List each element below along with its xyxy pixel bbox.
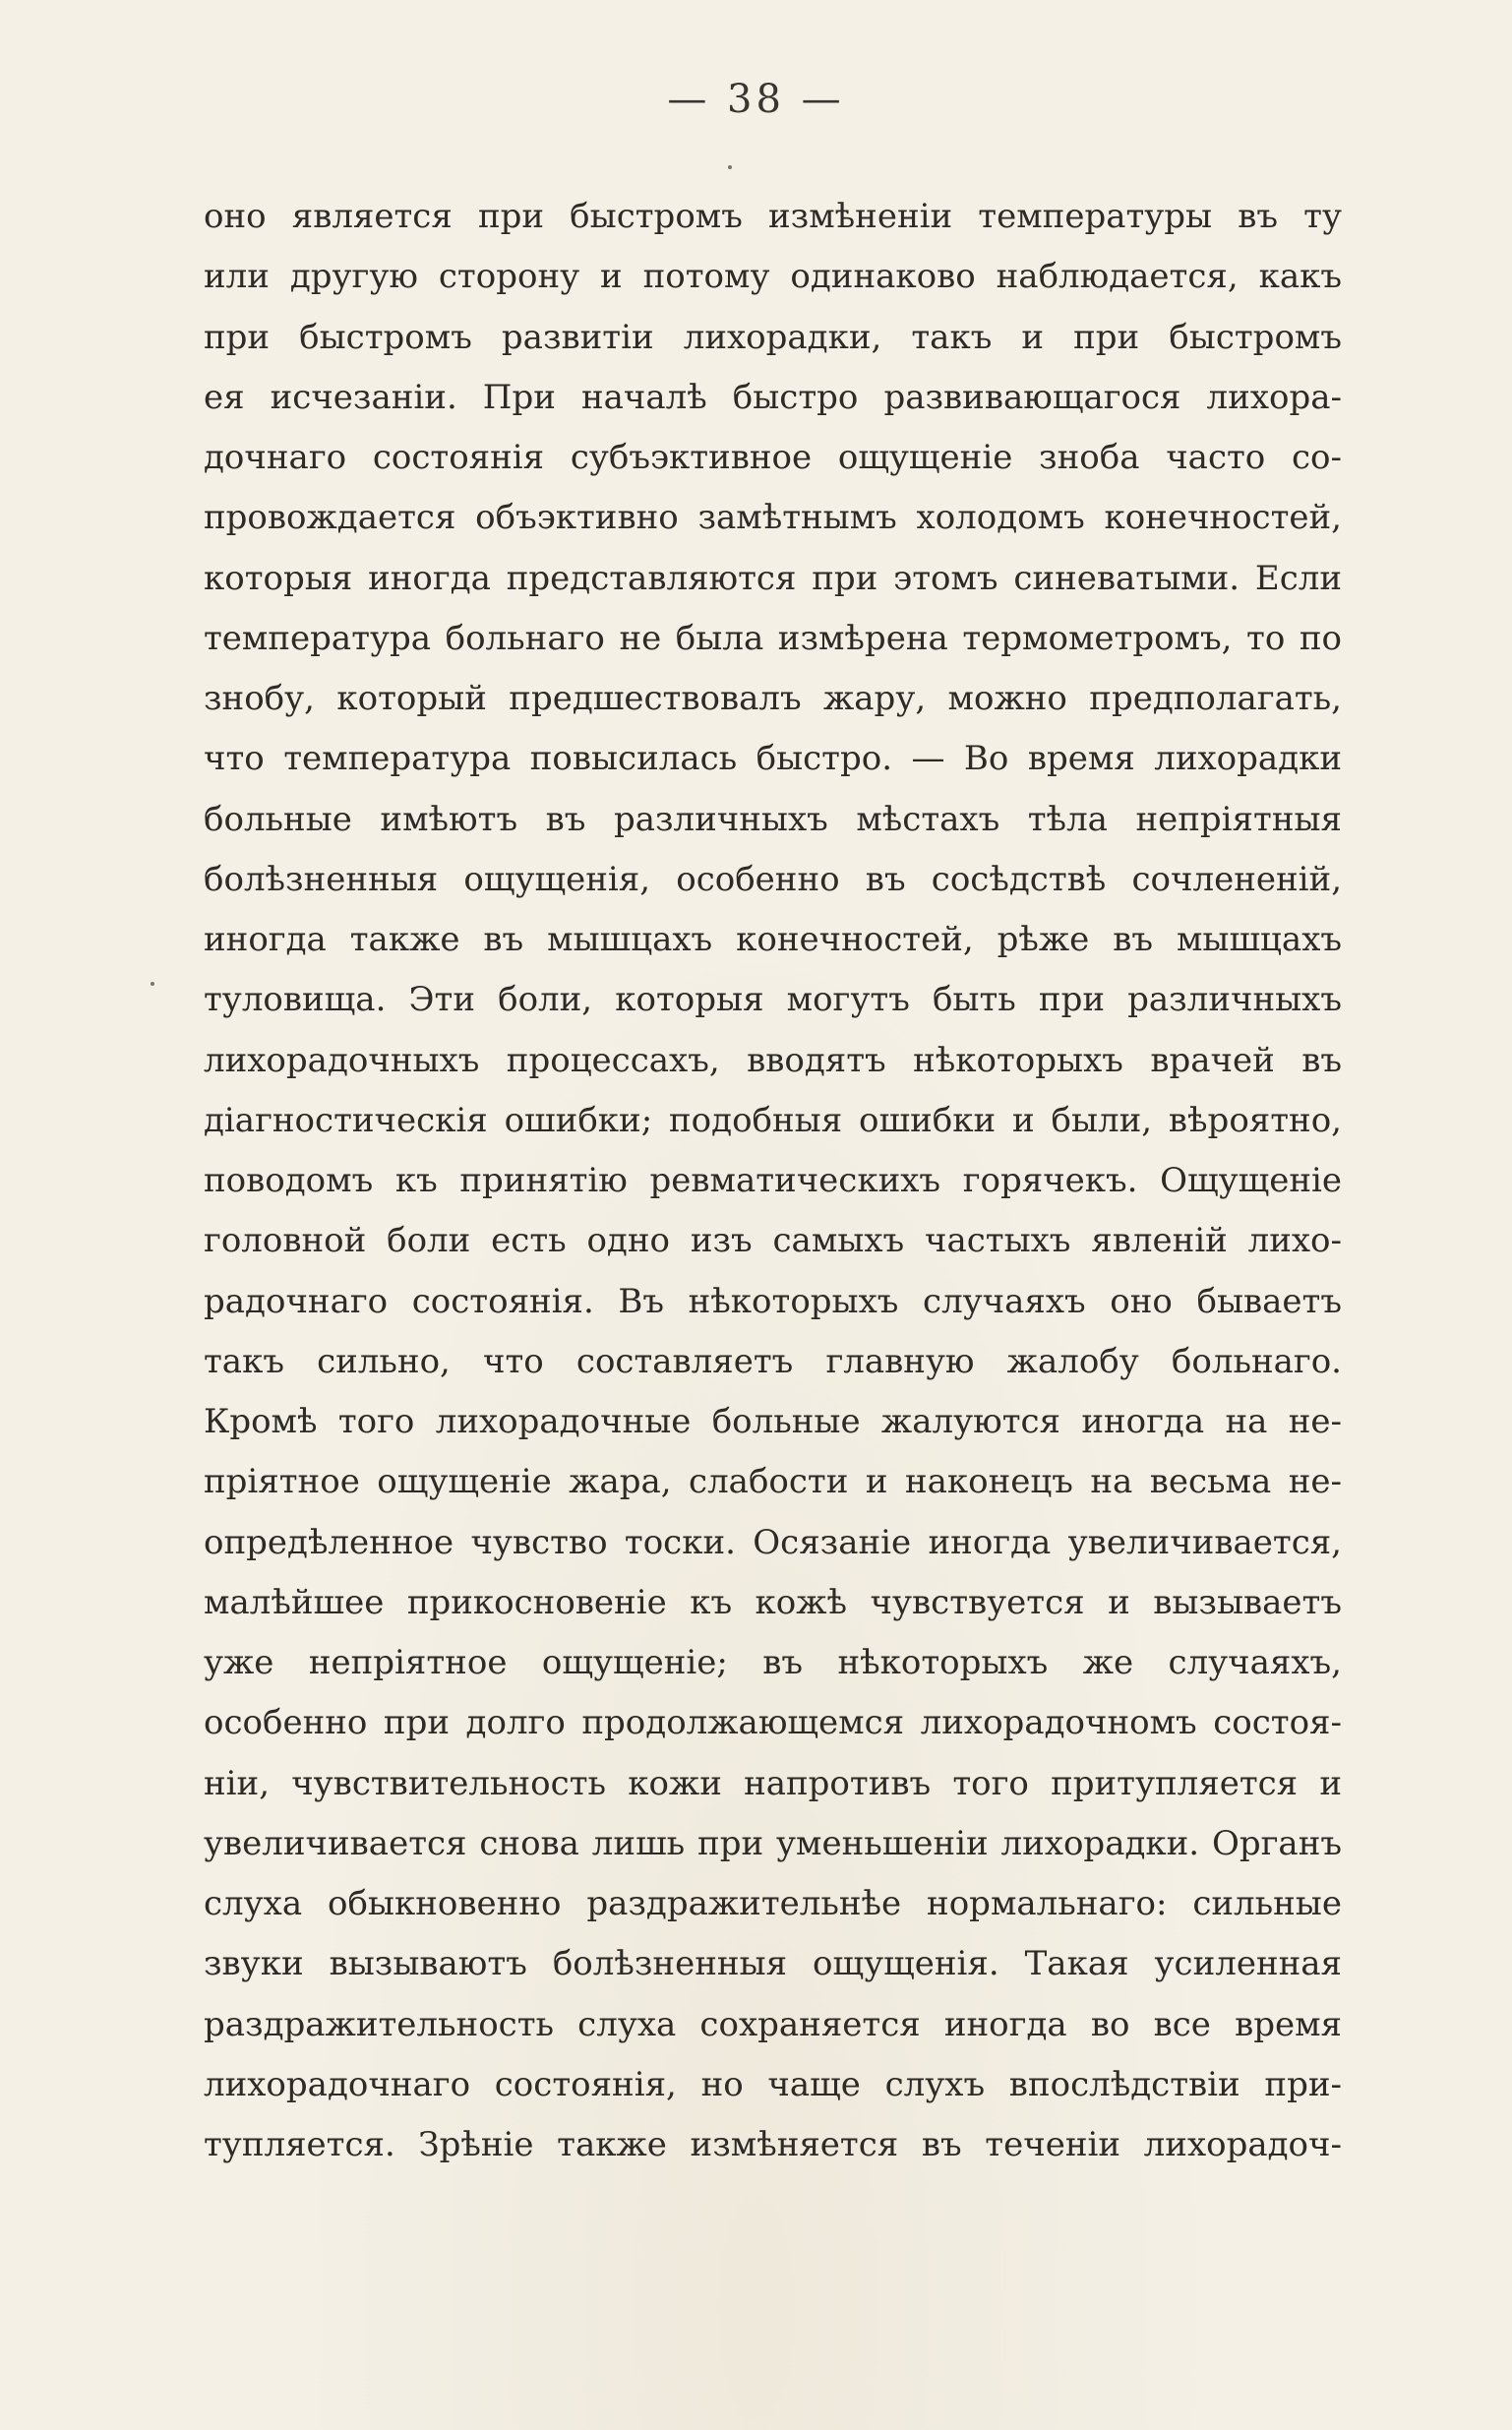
- text-line: или другую сторону и потому одинаково наблюдается, какъ: [204, 257, 1342, 297]
- paper-speck: [728, 165, 732, 169]
- text-line: Кромѣ того лихорадочные больные жалуются иногда на не-: [204, 1402, 1342, 1441]
- text-line: провождается объэктивно замѣтнымъ холодомъ конечностей,: [204, 498, 1342, 538]
- text-line: туловища. Эти боли, которыя могутъ быть при различныхъ: [204, 980, 1342, 1020]
- text-line: опредѣленное чувство тоски. Осязаніе иногда увеличивается,: [204, 1522, 1342, 1562]
- text-line: тупляется. Зрѣніе также измѣняется въ теченіи лихорадоч-: [204, 2125, 1342, 2164]
- text-line: увеличивается снова лишь при уменьшеніи лихорадки. Органъ: [204, 1823, 1342, 1863]
- text-line: малѣйшее прикосновеніе къ кожѣ чувствуется и вызываетъ: [204, 1582, 1342, 1622]
- body-text: [204, 187, 1342, 2175]
- text-line: поводомъ къ принятію ревматическихъ горячекъ. Ощущеніе: [204, 1161, 1342, 1200]
- text-line: радочнаго состоянія. Въ нѣкоторыхъ случаяхъ оно бываетъ: [204, 1281, 1342, 1321]
- text-line: особенно при долго продолжающемся лихорадочномъ состоя-: [204, 1703, 1342, 1743]
- text-line: болѣзненныя ощущенія, особенно въ сосѣдствѣ сочлененій,: [204, 859, 1342, 899]
- text-line: ея исчезаніи. При началѣ быстро развивающагося лихора-: [204, 377, 1342, 417]
- text-line: знобу, который предшествовалъ жару, можно предполагать,: [204, 679, 1342, 718]
- text-line: пріятное ощущеніе жара, слабости и наконецъ на весьма не-: [204, 1462, 1342, 1502]
- text-line: больные имѣютъ въ различныхъ мѣстахъ тѣла непріятныя: [204, 799, 1342, 839]
- text-line: ніи, чувствительность кожи напротивъ того притупляется и: [204, 1763, 1342, 1803]
- text-line: что температура повысилась быстро. — Во время лихорадки: [204, 739, 1342, 779]
- text-line: иногда также въ мышцахъ конечностей, рѣже въ мышцахъ: [204, 920, 1342, 959]
- text-line: діагностическія ошибки; подобныя ошибки и были, вѣроятно,: [204, 1100, 1342, 1140]
- text-line: при быстромъ развитіи лихорадки, такъ и при быстромъ: [204, 317, 1342, 357]
- text-line: раздражительность слуха сохраняется иногда во все время: [204, 2004, 1342, 2044]
- text-line: слуха обыкновенно раздражительнѣе нормальнаго: сильные: [204, 1884, 1342, 1923]
- text-line: такъ сильно, что составляетъ главную жалобу больнаго.: [204, 1341, 1342, 1381]
- text-line: головной боли есть одно изъ самыхъ частыхъ явленій лихо-: [204, 1221, 1342, 1261]
- text-line: температура больнаго не была измѣрена термометромъ, то по: [204, 618, 1342, 658]
- text-line: звуки вызываютъ болѣзненныя ощущенія. Такая усиленная: [204, 1944, 1342, 1984]
- text-line: лихорадочныхъ процессахъ, вводятъ нѣкоторыхъ врачей въ: [204, 1040, 1342, 1080]
- page-number: — 38 —: [667, 77, 845, 122]
- text-line: уже непріятное ощущеніе; въ нѣкоторыхъ же случаяхъ,: [204, 1643, 1342, 1682]
- paper-speck: [151, 982, 154, 986]
- text-line: которыя иногда представляются при этомъ синеватыми. Если: [204, 558, 1342, 598]
- text-line: дочнаго состоянія субъэктивное ощущеніе зноба часто со-: [204, 438, 1342, 477]
- text-line: лихорадочнаго состоянія, но чаще слухъ впослѣдствіи при-: [204, 2064, 1342, 2104]
- text-line: оно является при быстромъ измѣненіи температуры въ ту: [204, 197, 1342, 236]
